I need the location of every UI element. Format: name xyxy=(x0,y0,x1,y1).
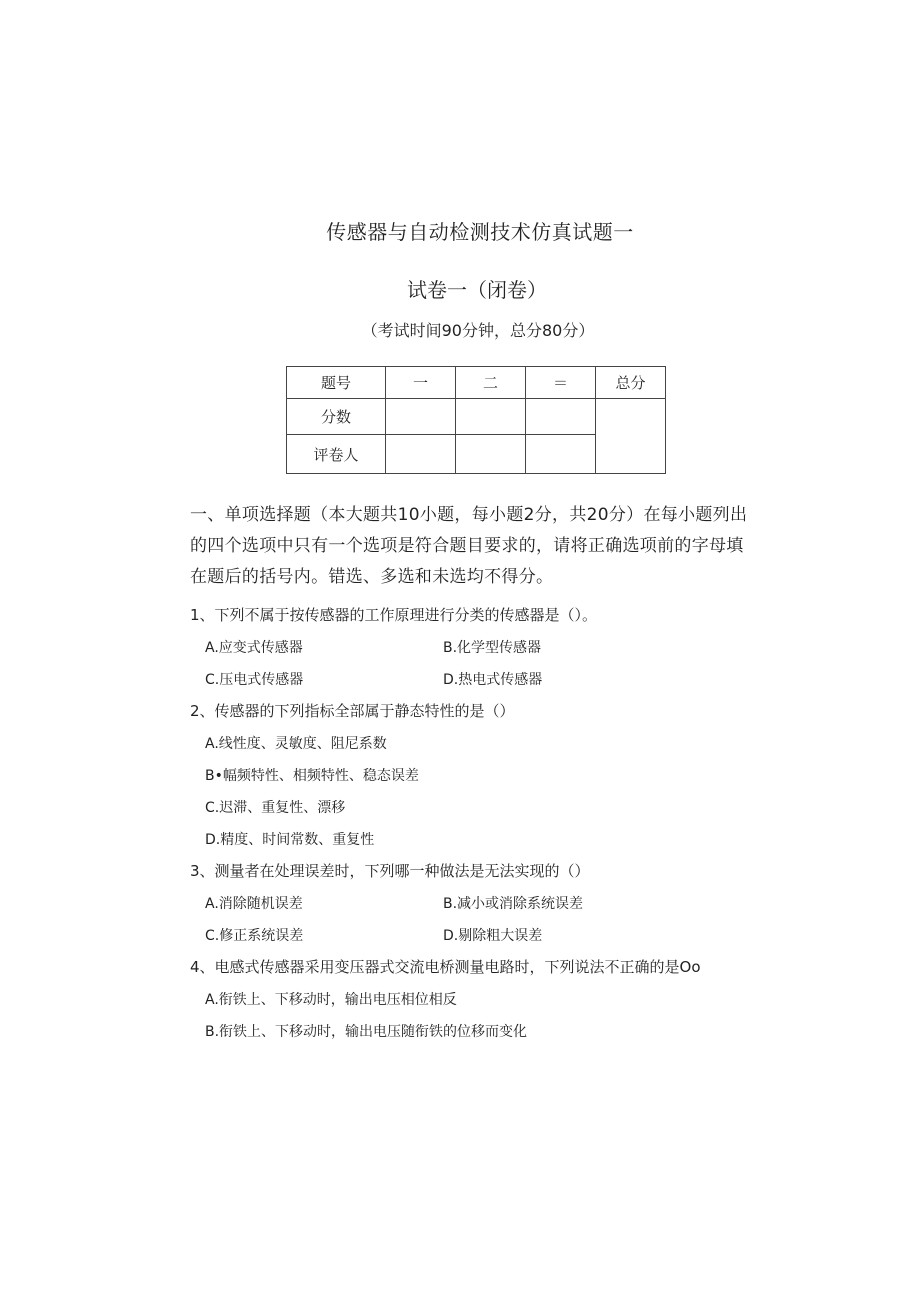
question-4-option-a: A.衔铁上、下移动时，输出电压相位相反 xyxy=(205,992,457,1008)
question-3-option-b: B.减小或消除系统误差 xyxy=(443,896,584,912)
question-3-option-d: D.剔除粗大误差 xyxy=(443,928,543,944)
grader-cell xyxy=(526,435,596,474)
question-1-option-c: C.压电式传感器 xyxy=(205,672,304,688)
header-cell-question-no: 题号 xyxy=(287,367,386,399)
exam-time-note: （考试时间90分钟，总分80分） xyxy=(361,321,595,340)
question-1-option-a: A.应变式传感器 xyxy=(205,640,303,656)
exam-subtitle: 试卷一（闭卷） xyxy=(407,278,547,302)
question-3-option-c: C.修正系统误差 xyxy=(205,928,304,944)
grader-cell xyxy=(456,435,526,474)
question-1-stem: 1、下列不属于按传感器的工作原理进行分类的传感器是（）。 xyxy=(190,606,598,624)
header-cell-part-2: 二 xyxy=(456,367,526,399)
question-2-option-d: D.精度、时间常数、重复性 xyxy=(205,832,375,848)
header-cell-part-1: 一 xyxy=(386,367,456,399)
score-cell xyxy=(386,399,456,435)
question-4-option-b: B.衔铁上、下移动时，输出电压随衔铁的位移而变化 xyxy=(205,1024,528,1040)
exam-title: 传感器与自动检测技术仿真试题一 xyxy=(326,220,634,244)
question-1-option-b: B.化学型传感器 xyxy=(443,640,542,656)
total-score-cell xyxy=(596,399,666,474)
question-3-stem: 3、测量者在处理误差时，下列哪一种做法是无法实现的（） xyxy=(190,862,590,880)
question-1-option-d: D.热电式传感器 xyxy=(443,672,543,688)
score-cell xyxy=(526,399,596,435)
header-cell-total: 总分 xyxy=(596,367,666,399)
score-table xyxy=(286,366,666,474)
grader-cell xyxy=(386,435,456,474)
score-row xyxy=(287,399,666,435)
score-table-header-row xyxy=(287,367,666,399)
question-4-stem: 4、电感式传感器采用变压器式交流电桥测量电路时，下列说法不正确的是Oo xyxy=(190,958,701,976)
row-label-score: 分数 xyxy=(287,399,386,435)
question-2-option-a: A.线性度、灵敏度、阻尼系数 xyxy=(205,736,387,752)
section-1-heading: 一、单项选择题（本大题共10小题，每小题2分，共20分）在每小题列出的四个选项中只有一个选项是符合题目要求的，请将正确选项前的字母填在题后的括号内。错选、多选和未选均不得分。 xyxy=(190,505,748,587)
question-2-option-b: B•幅频特性、相频特性、稳态误差 xyxy=(205,768,419,784)
question-3-option-a: A.消除随机误差 xyxy=(205,896,303,912)
question-2-stem: 2、传感器的下列指标全部属于静态特性的是（） xyxy=(190,702,515,720)
score-cell xyxy=(456,399,526,435)
header-cell-part-3: ＝ xyxy=(526,367,596,399)
row-label-grader: 评卷人 xyxy=(287,435,386,474)
question-2-option-c: C.迟滞、重复性、漂移 xyxy=(205,800,346,816)
